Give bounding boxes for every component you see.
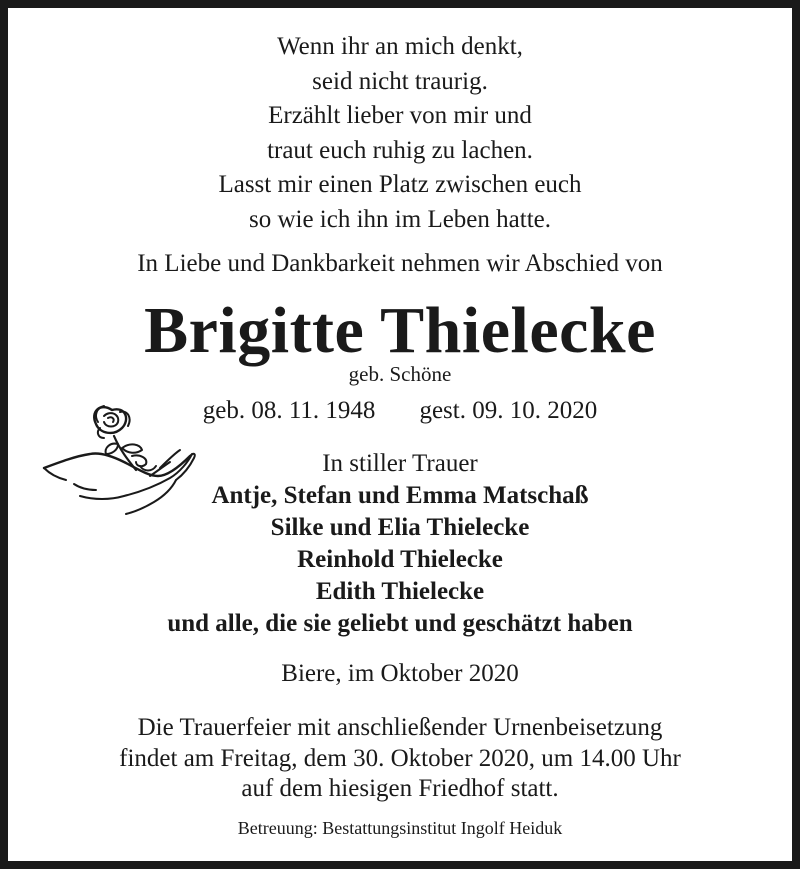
poem-line: traut euch ruhig zu lachen. bbox=[267, 136, 533, 164]
place-date: Biere, im Oktober 2020 bbox=[281, 660, 519, 687]
poem-line: Lasst mir einen Platz zwischen euch bbox=[218, 171, 582, 198]
poem-line: Wenn ihr an mich denkt, bbox=[277, 33, 523, 60]
ceremony-info bbox=[8, 713, 792, 805]
deceased-name: Brigitte Thielecke bbox=[144, 294, 656, 367]
mourner-line: Silke und Elia Thielecke bbox=[270, 514, 530, 541]
birth-date: geb. 08. 11. 1948 bbox=[202, 397, 376, 424]
mourner-line: Edith Thielecke bbox=[315, 578, 485, 605]
funeral-service-credit: Betreuung: Bestattungsinstitut Ingolf Heiduk bbox=[237, 818, 563, 838]
mourner-line: Antje, Stefan und Emma Matschaß bbox=[211, 482, 589, 509]
mourner-line: Reinhold Thielecke bbox=[297, 546, 503, 573]
ceremony-line: Die Trauerfeier mit anschließender Urnenbeisetzung bbox=[137, 714, 663, 741]
ceremony-line: findet am Freitag, dem 30. Oktober 2020, um 14.00 Uhr bbox=[119, 744, 681, 772]
poem-line: so wie ich ihn im Leben hatte. bbox=[248, 205, 551, 233]
maiden-name: geb. Schöne bbox=[348, 362, 452, 386]
ceremony-line: auf dem hiesigen Friedhof statt. bbox=[241, 775, 559, 802]
poem bbox=[8, 30, 792, 237]
mourner-line: und alle, die sie geliebt und geschätzt haben bbox=[167, 610, 633, 637]
death-date: gest. 09. 10. 2020 bbox=[419, 397, 598, 424]
farewell-intro: In Liebe und Dankbarkeit nehmen wir Abschied von bbox=[137, 250, 663, 277]
mourners-list bbox=[8, 480, 792, 640]
poem-line: Erzählt lieber von mir und bbox=[268, 102, 532, 129]
poem-line: seid nicht traurig. bbox=[312, 67, 488, 95]
mourning-heading: In stiller Trauer bbox=[322, 450, 478, 477]
